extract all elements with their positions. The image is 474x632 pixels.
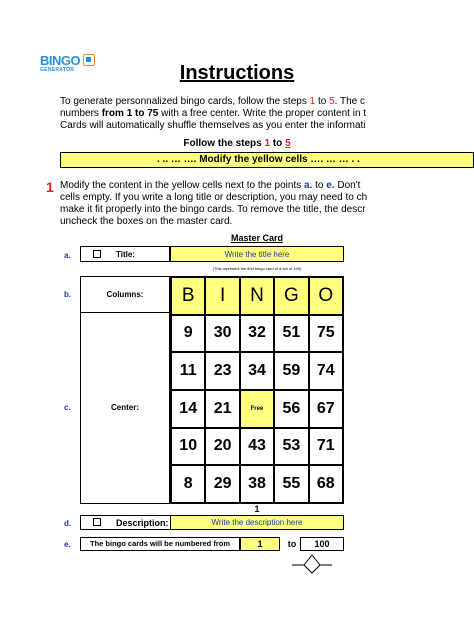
master-card-heading: Master Card	[230, 233, 284, 243]
step1-line-2: cells empty. If you write a long title or description, you may need to ch	[60, 192, 368, 203]
bingo-cell: 38	[240, 465, 274, 503]
bingo-cell: 55	[274, 465, 308, 503]
to-label: to	[287, 539, 297, 549]
point-e-label: e.	[64, 540, 71, 549]
point-b-label: b.	[64, 290, 72, 299]
down-arrow-icon	[292, 553, 332, 575]
step1-line-1: Modify the content in the yellow cells next to the points a. to e. Don't	[60, 180, 361, 191]
bingo-cell: 14	[171, 390, 205, 428]
number-to-input[interactable]: 100	[300, 537, 344, 551]
bingo-cell: 43	[240, 428, 274, 466]
title-checkbox[interactable]	[93, 250, 101, 258]
bingo-header-n[interactable]: N	[240, 277, 274, 315]
step1-line-4: uncheck the boxes on the master card.	[60, 216, 233, 227]
bingo-cell: 32	[240, 315, 274, 353]
bingo-cell: 75	[309, 315, 343, 353]
number-from-input[interactable]: 1	[240, 537, 280, 551]
bingo-cell: 67	[309, 390, 343, 428]
intro-line-2: numbers from 1 to 75 with a free center. Write the proper content in t	[60, 108, 367, 119]
bingo-cell: 53	[274, 428, 308, 466]
bingo-cell: 23	[205, 352, 239, 390]
intro-line-3: Cards will automatically shuffle themselves as you enter the informati	[60, 120, 366, 131]
center-label: Center:	[110, 403, 139, 412]
bingo-cell: 30	[205, 315, 239, 353]
intro-line-1: To generate personnalized bingo cards, follow the steps 1 to 5. The c	[60, 96, 366, 107]
follow-steps-heading: Follow the steps 1 to 5	[183, 138, 291, 149]
master-card-note: (This represent the first bingo card of a set of 100)	[212, 266, 302, 271]
bingo-cell: 11	[171, 352, 205, 390]
bingo-card-grid	[170, 276, 344, 504]
intro-paragraph	[60, 96, 474, 132]
bingo-cell: 59	[274, 352, 308, 390]
card-number: 1	[254, 504, 260, 514]
step-number-1: 1	[46, 179, 54, 195]
bingo-cell: 29	[205, 465, 239, 503]
logo-word: BINGO	[40, 53, 81, 68]
bingo-header-b[interactable]: B	[171, 277, 205, 315]
title-label: Title:	[116, 250, 135, 259]
point-a-label: a.	[64, 251, 71, 260]
bingo-header-o[interactable]: O	[309, 277, 343, 315]
bingo-cell: 74	[309, 352, 343, 390]
page-title: Instructions	[179, 62, 295, 84]
bingo-cell: 68	[309, 465, 343, 503]
bingo-cell: 34	[240, 352, 274, 390]
bingo-free-center-cell[interactable]: Free	[240, 390, 274, 428]
bingo-cell: 71	[309, 428, 343, 466]
bingo-header-i[interactable]: I	[205, 277, 239, 315]
title-input[interactable]: Write the title here	[170, 246, 344, 262]
description-label: Description:	[116, 518, 169, 528]
bingo-cell: 21	[205, 390, 239, 428]
bingo-cell: 9	[171, 315, 205, 353]
bingo-cell: 56	[274, 390, 308, 428]
point-d-label: d.	[64, 519, 72, 528]
numbering-label: The bingo cards will be numbered from	[80, 537, 240, 551]
bingo-cell: 20	[205, 428, 239, 466]
bingo-cell: 8	[171, 465, 205, 503]
step1-line-3: make it fit properly into the bingo cards. To remove the title, the descr	[60, 204, 366, 215]
modify-yellow-cells-banner: . .. … …. Modify the yellow cells …. … … . .	[60, 152, 474, 168]
description-checkbox[interactable]	[93, 518, 101, 526]
bingo-cell: 10	[171, 428, 205, 466]
description-input[interactable]: Write the description here	[170, 515, 344, 530]
bingo-cell: 51	[274, 315, 308, 353]
point-c-label: c.	[64, 403, 71, 412]
bingo-header-g[interactable]: G	[274, 277, 308, 315]
columns-label: Columns:	[106, 290, 144, 299]
logo-subtitle: GENERATOR	[40, 67, 75, 73]
step1-paragraph	[60, 180, 474, 228]
